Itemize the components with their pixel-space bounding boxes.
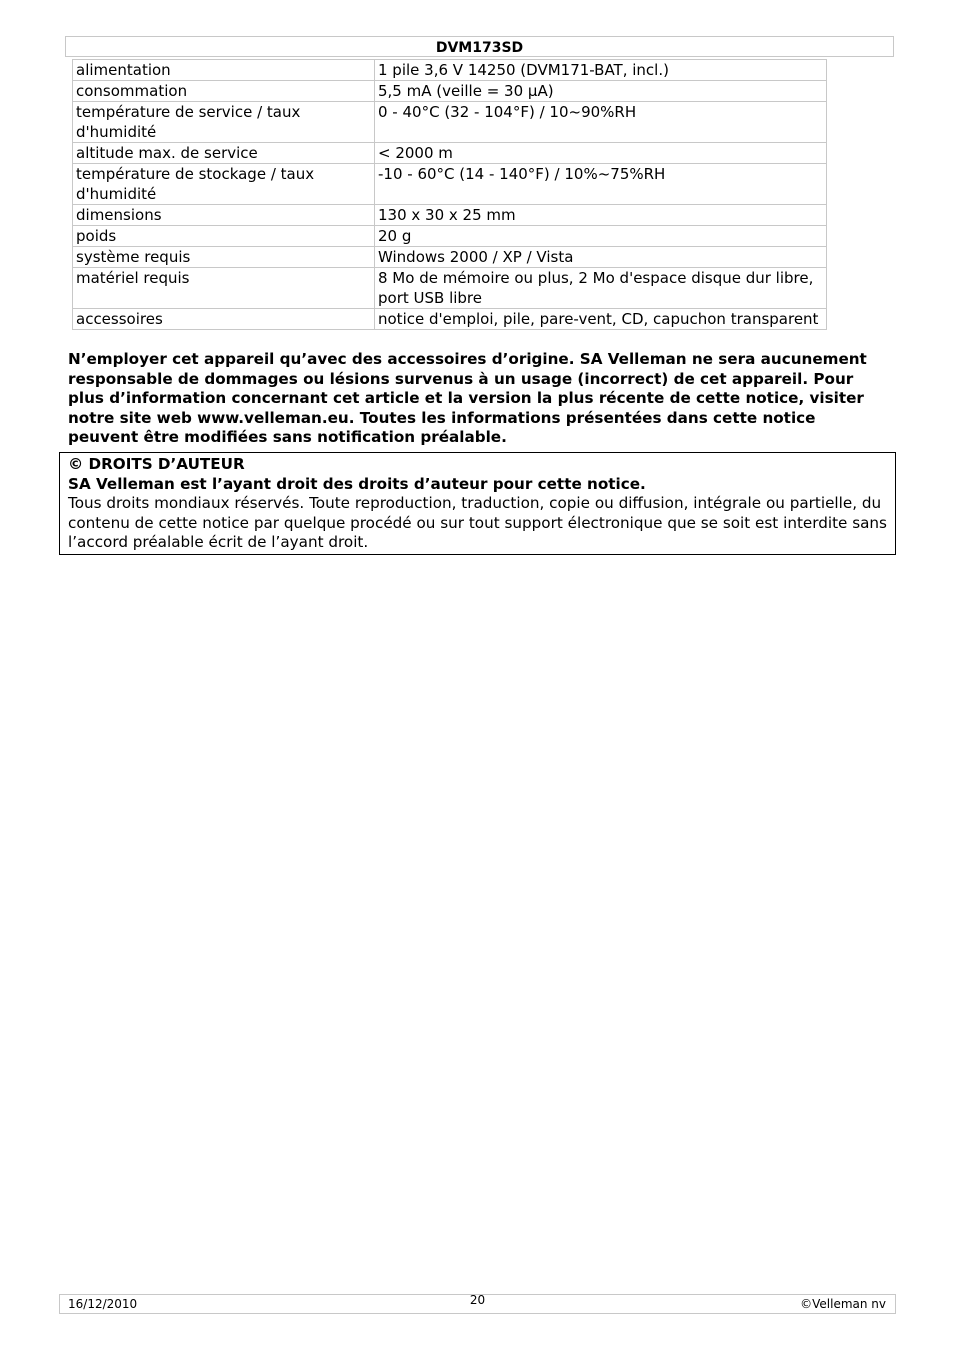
copyright-heading [68,455,887,475]
page-number: 20 [469,1293,486,1307]
spec-value: < 2000 m [375,143,827,164]
table-row [73,102,827,143]
spec-value: 20 g [375,226,827,247]
footer-copyright: ©Velleman nv [800,1297,886,1311]
table-row [73,60,827,81]
spec-value: 130 x 30 x 25 mm [375,205,827,226]
table-row [73,247,827,268]
copyright-body: Tous droits mondiaux réservés. Toute reproduction, traduction, copie ou diffusion, intégrale ou partielle, du contenu de cette notice par quelque procédé ou sur tout support électronique que se soit est interdite sans l’accord préalable écrit de l’ayant droit. [68,494,887,552]
copyright-heading-text: DROITS D’AUTEUR [88,455,245,473]
spec-label: consommation [73,81,375,102]
spec-label: température de service / taux d'humidité [73,102,375,143]
model-title: DVM173SD [435,40,524,56]
spec-label: système requis [73,247,375,268]
spec-value: Windows 2000 / XP / Vista [375,247,827,268]
specifications-table [72,59,827,330]
spec-value: -10 - 60°C (14 - 140°F) / 10%~75%RH [375,164,827,205]
spec-value: 1 pile 3,6 V 14250 (DVM171-BAT, incl.) [375,60,827,81]
spec-value: notice d'emploi, pile, pare-vent, CD, capuchon transparent [375,309,827,330]
table-row [73,205,827,226]
page-footer [59,1294,896,1314]
table-row [73,268,827,309]
header-box [65,36,894,57]
table-row [73,143,827,164]
footer-date: 16/12/2010 [68,1297,138,1311]
spec-value: 5,5 mA (veille = 30 µA) [375,81,827,102]
usage-notice: N’employer cet appareil qu’avec des accessoires d’origine. SA Velleman ne sera aucunement responsable de dommages ou lésions survenus à un usage (incorrect) de cet appareil. Pour plus d’information concernant cet article et la version la plus récente de cette notice, visiter notre site web www.velleman.eu. Toutes les informations présentées dans cette notice peuvent être modifiées sans notification préalable. [68,350,867,447]
spec-label: dimensions [73,205,375,226]
table-row [73,226,827,247]
copyright-symbol-icon: © [68,455,84,473]
table-row [73,309,827,330]
spec-label: température de stockage / taux d'humidité [73,164,375,205]
table-row [73,81,827,102]
spec-label: altitude max. de service [73,143,375,164]
spec-value: 0 - 40°C (32 - 104°F) / 10~90%RH [375,102,827,143]
spec-label: accessoires [73,309,375,330]
spec-label: matériel requis [73,268,375,309]
copyright-subheading: SA Velleman est l’ayant droit des droits d’auteur pour cette notice. [68,474,646,493]
copyright-box [59,452,896,555]
table-row [73,164,827,205]
spec-label: alimentation [73,60,375,81]
spec-value: 8 Mo de mémoire ou plus, 2 Mo d'espace disque dur libre, port USB libre [375,268,827,309]
spec-label: poids [73,226,375,247]
